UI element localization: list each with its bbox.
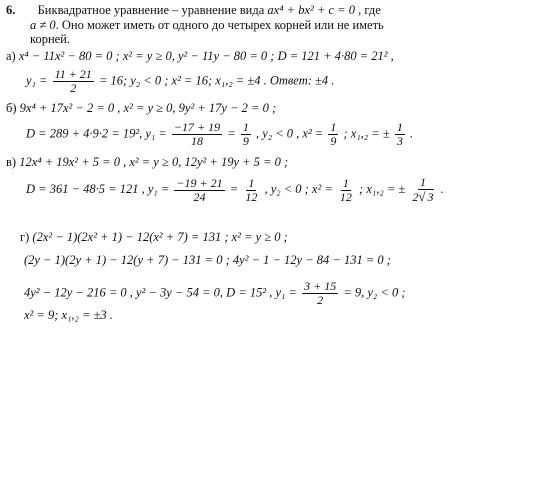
fraction-numerator: 1	[242, 120, 249, 134]
part-v-fraction-2	[338, 177, 354, 204]
part-b-fraction-2	[328, 121, 338, 148]
period: .	[440, 181, 444, 196]
denominator-coefficient: 2	[412, 190, 419, 204]
equals-sign: =	[229, 181, 239, 196]
fraction-denominator: 9	[242, 134, 249, 148]
fraction-numerator: −19 + 21	[176, 175, 223, 190]
part-a-y1-fraction	[53, 68, 94, 95]
part-g-equation: (2x² − 1)(2x² + 1) − 12(x² + 7) = 131 ; x² = y ≥ 0 ;	[32, 230, 288, 244]
part-a-label: а)	[6, 49, 16, 63]
part-b-discriminant: D = 289 + 4·9·2 = 19², y₁ =	[26, 126, 167, 141]
part-g-line-3	[24, 280, 406, 307]
square-root-icon: √	[418, 189, 426, 204]
fraction-denominator: 12	[245, 189, 258, 204]
intro-condition: a ≠ 0	[30, 18, 56, 32]
fraction-denominator: 2	[317, 293, 324, 307]
intro-text-2: , где	[358, 3, 381, 17]
part-b-label: б)	[6, 101, 17, 115]
part-v-line-2	[26, 176, 444, 204]
problem-header	[6, 3, 381, 18]
fraction-denominator: 18	[191, 134, 204, 148]
fraction-denominator: 3	[396, 134, 403, 148]
fraction-numerator: 3 + 15	[304, 279, 337, 293]
part-a-equation: x⁴ − 11x² − 80 = 0 ; x² = y ≥ 0, y² − 11y − 80 = 0 ; D = 121 + 4·80 = 21² ,	[18, 49, 394, 63]
part-b-y2: , y₂ < 0 , x² =	[255, 126, 324, 141]
part-b-fraction-3	[395, 121, 405, 148]
fraction-numerator: 11 + 21	[54, 67, 92, 81]
part-g-label: г)	[20, 230, 30, 244]
fraction-numerator: 1	[330, 120, 337, 134]
intro-text-3: . Оно может иметь от одного до четырех корней или не иметь	[55, 18, 384, 32]
fraction-numerator: 1	[248, 175, 255, 190]
intro-formula: ax⁴ + bx² + c = 0	[267, 3, 355, 17]
part-v-y1-fraction	[174, 177, 224, 204]
part-a-result: = 16; y₂ < 0 ; x² = 16; x₁,₂ = ±4 . Ответ: ±4 .	[98, 73, 335, 88]
part-b-line-1	[6, 101, 276, 116]
part-v-fraction-1	[243, 177, 259, 204]
fraction-denominator	[410, 190, 435, 204]
part-g-line-4	[24, 308, 113, 323]
fraction-numerator: 1	[419, 175, 426, 189]
part-v-y2: , y₂ < 0 ; x² =	[264, 181, 333, 196]
part-a-line-2	[26, 68, 334, 95]
part-a-line-1	[6, 49, 394, 64]
fraction-numerator: 1	[396, 120, 403, 134]
equals-sign: =	[227, 126, 236, 141]
intro-text: Биквадратное уравнение – уравнение вида	[37, 3, 265, 17]
intro-line-2	[30, 18, 384, 33]
part-g-answer: x² = 9; x₁,₂ = ±3 .	[24, 308, 113, 322]
fraction-denominator: 9	[330, 134, 337, 148]
problem-number: 6.	[6, 3, 16, 17]
part-g-line-1	[20, 230, 288, 245]
fraction-denominator: 12	[339, 189, 352, 204]
radicand: 3	[427, 190, 434, 204]
part-v-fraction-3	[410, 176, 435, 204]
fraction-denominator: 24	[193, 189, 206, 204]
part-v-line-1	[6, 155, 288, 170]
intro-line-3	[30, 32, 70, 47]
part-v-discriminant: D = 361 − 48·5 = 121 , y₁ =	[26, 181, 170, 196]
part-a-y1-label: y₁ =	[26, 73, 48, 88]
fraction-numerator: −17 + 19	[173, 120, 221, 134]
part-b-roots: ; x₁,₂ = ±	[343, 126, 390, 141]
part-g-y-values: = 9, y₂ < 0 ;	[343, 285, 406, 300]
part-b-fraction-1	[241, 121, 251, 148]
part-v-label: в)	[6, 155, 17, 169]
part-v-equation: 12x⁴ + 19x² + 5 = 0 , x² = y ≥ 0, 12y² + 19y + 5 = 0 ;	[19, 155, 289, 169]
intro-text-4: корней.	[30, 32, 70, 46]
part-g-line-2	[24, 253, 391, 268]
part-b-line-2	[26, 121, 413, 148]
part-b-equation: 9x⁴ + 17x² − 2 = 0 , x² = y ≥ 0, 9y² + 17y − 2 = 0 ;	[19, 101, 277, 115]
period: .	[409, 126, 414, 141]
part-v-roots: ; x₁,₂ = ±	[359, 181, 406, 196]
part-g-y1-fraction	[302, 280, 338, 307]
part-g-quadratic: 4y² − 12y − 216 = 0 , y² − 3y − 54 = 0, D = 15² , y₁ =	[24, 285, 297, 300]
fraction-numerator: 1	[342, 175, 349, 190]
part-g-substitution: (2y − 1)(2y + 1) − 12(y + 7) − 131 = 0 ; 4y² − 1 − 12y − 84 − 131 = 0 ;	[24, 253, 391, 267]
fraction-denominator: 2	[70, 81, 77, 95]
part-b-y1-fraction	[172, 121, 222, 148]
